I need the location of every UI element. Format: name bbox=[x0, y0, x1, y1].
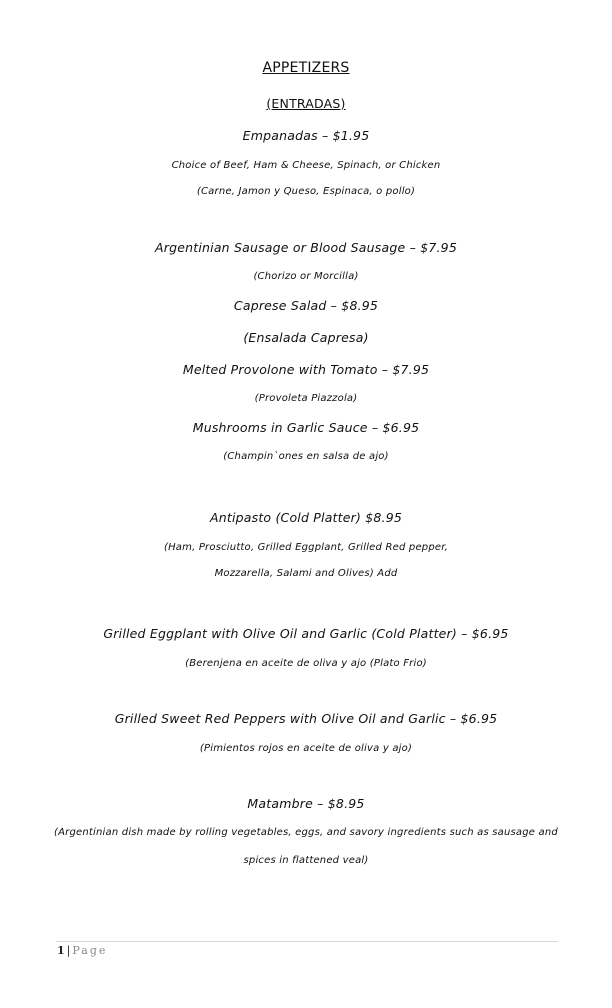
page-footer bbox=[57, 944, 107, 957]
menu-item-description: (Ham, Prosciutto, Grilled Eggplant, Grilled Red pepper, bbox=[163, 542, 449, 553]
menu-item-description: Choice of Beef, Ham & Cheese, Spinach, or Chicken bbox=[171, 160, 441, 171]
menu-item-description: (Ensalada Capresa) bbox=[243, 330, 369, 345]
menu-item-description: Mozzarella, Salami and Olives) Add bbox=[214, 568, 398, 579]
menu-item-name: Grilled Sweet Red Peppers with Olive Oil and Garlic – $6.95 bbox=[114, 711, 498, 726]
page-label: Page bbox=[72, 944, 108, 957]
menu-item-description: (Provoleta Piazzola) bbox=[254, 393, 358, 404]
menu-item-description: (Carne, Jamon y Queso, Espinaca, o pollo) bbox=[196, 186, 416, 197]
page-number: 1 bbox=[57, 944, 65, 957]
menu-item-name: Caprese Salad – $8.95 bbox=[233, 298, 379, 313]
section-heading: APPETIZERS bbox=[262, 60, 350, 76]
menu-item-description: (Chorizo or Morcilla) bbox=[253, 271, 359, 282]
footer-divider bbox=[56, 941, 558, 942]
menu-item-description: (Pimientos rojos en aceite de oliva y ajo) bbox=[199, 743, 413, 754]
menu-item-description: (Champin`ones en salsa de ajo) bbox=[223, 451, 389, 462]
menu-item-description: spices in flattened veal) bbox=[243, 855, 369, 866]
section-subheading: (ENTRADAS) bbox=[266, 96, 346, 111]
menu-item-name: Grilled Eggplant with Olive Oil and Garlic (Cold Platter) – $6.95 bbox=[103, 626, 509, 641]
menu-item-name: Melted Provolone with Tomato – $7.95 bbox=[182, 362, 430, 377]
menu-item-name: Argentinian Sausage or Blood Sausage – $7.95 bbox=[155, 240, 457, 255]
menu-item-description: (Berenjena en aceite de oliva y ajo (Plato Frio) bbox=[185, 658, 427, 669]
menu-item-name: Antipasto (Cold Platter) $8.95 bbox=[209, 510, 403, 525]
menu-item-name: Mushrooms in Garlic Sauce – $6.95 bbox=[192, 420, 420, 435]
menu-item-name: Matambre – $8.95 bbox=[247, 796, 365, 811]
footer-separator: | bbox=[66, 944, 71, 957]
menu-item-name: Empanadas – $1.95 bbox=[242, 128, 370, 143]
menu-item-description: (Argentinian dish made by rolling vegetables, eggs, and savory ingredients such as sausage and bbox=[54, 827, 558, 838]
